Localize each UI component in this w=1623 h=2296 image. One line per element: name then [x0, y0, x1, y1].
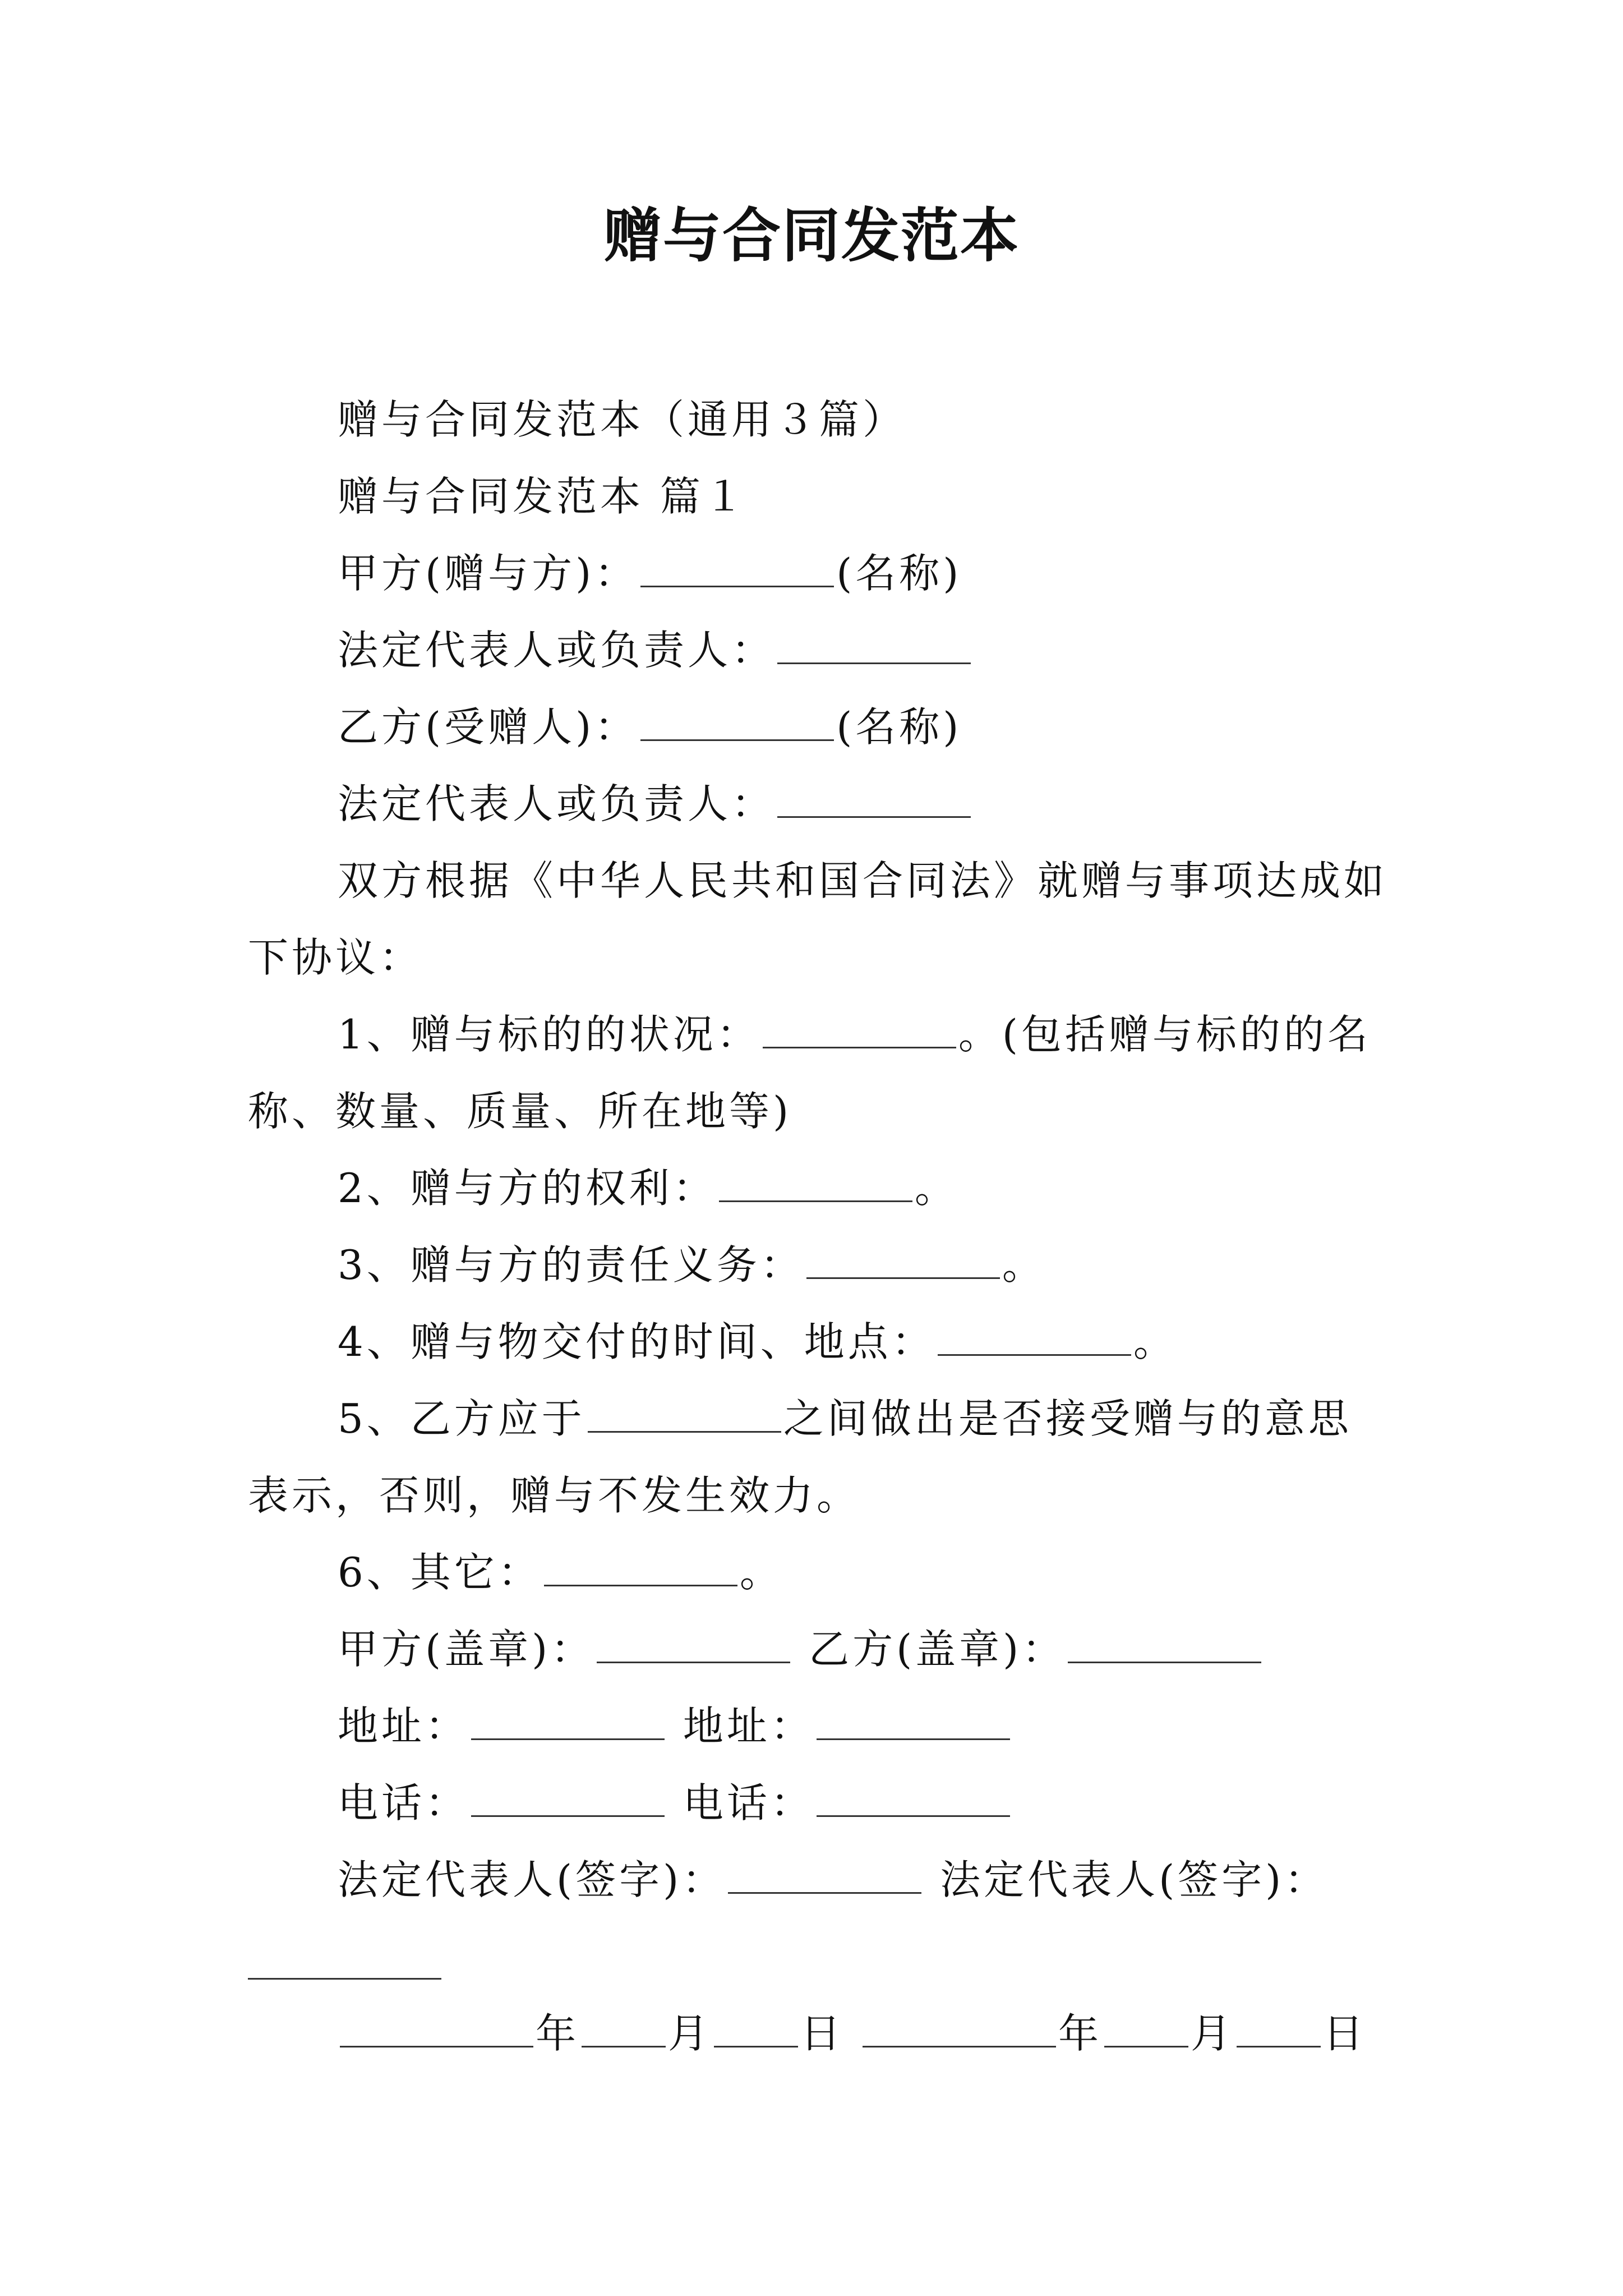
address-a-label: 地址：: [338, 1703, 469, 1750]
seal-b-label: 乙方(盖章)：: [809, 1626, 1066, 1673]
date-b-day-blank: [1237, 2009, 1321, 2047]
party-a-name-blank: [640, 549, 834, 587]
clause-2-blank: [719, 1163, 912, 1202]
clause-3-suffix: 。: [1002, 1241, 1046, 1289]
date-b-month-label: 月: [1190, 2010, 1234, 2057]
document-title: 赠与合同发范本: [603, 201, 1020, 270]
clause-6: [248, 1534, 1392, 1611]
clause-5-suffix: 之间做出是否接受赠与的意思表示，否则，赠与不发生效力。: [248, 1395, 1352, 1519]
address-b-label: 地址：: [683, 1703, 814, 1750]
clause-5-blank: [588, 1394, 781, 1433]
date-a-year-label: 年: [536, 2010, 580, 2057]
clause-6-suffix: 。: [739, 1549, 783, 1596]
date-a-day-blank: [714, 2009, 798, 2047]
clause-3: [248, 1227, 1392, 1304]
clause-1-prefix: 1、赠与标的的状况：: [338, 1011, 760, 1058]
clause-1: [248, 996, 1392, 1150]
party-a-line: [248, 535, 1392, 612]
clause-3-blank: [806, 1240, 1000, 1279]
party-b-rep-line: [248, 766, 1392, 843]
date-a-month-label: 月: [668, 2010, 712, 2057]
seal-a-blank: [597, 1625, 790, 1663]
date-b-month-blank: [1104, 2009, 1188, 2047]
party-a-rep-blank: [777, 625, 971, 664]
clause-4-blank: [938, 1317, 1131, 1356]
legal-rep-b-label: 法定代表人(签字)：: [940, 1856, 1329, 1903]
clause-6-prefix: 6、其它：: [338, 1549, 542, 1596]
party-b-rep-blank: [777, 779, 971, 818]
legal-rep-b-continuation: [248, 1918, 1392, 1995]
party-a-suffix: (名称): [836, 550, 962, 597]
phone-line: [248, 1765, 1392, 1842]
seal-b-blank: [1068, 1625, 1261, 1663]
seal-line: [248, 1611, 1392, 1688]
date-b-day-label: 日: [1322, 2010, 1367, 2057]
seal-a-label: 甲方(盖章)：: [338, 1626, 595, 1673]
party-b-suffix: (名称): [836, 703, 962, 751]
clause-4-prefix: 4、赠与物交付的时间、地点：: [338, 1318, 935, 1365]
address-a-blank: [471, 1701, 665, 1740]
clause-3-prefix: 3、赠与方的责任义务：: [338, 1241, 804, 1289]
date-b-year-blank: [863, 2009, 1056, 2047]
party-b-name-blank: [640, 702, 834, 741]
party-b-label: 乙方(受赠人)：: [338, 703, 639, 751]
clause-5-prefix: 5、乙方应于: [338, 1395, 585, 1442]
clause-1-suffix: 。(包括赠与标的的名称、数量、质量、所在地等): [248, 1011, 1371, 1135]
party-a-rep-line: [248, 612, 1392, 689]
document-subtitle: 赠与合同发范本（通用３篇）: [338, 396, 907, 443]
date-a-day-label: 日: [800, 2010, 845, 2057]
date-a-month-blank: [582, 2009, 666, 2047]
document-body: [248, 381, 1392, 2072]
date-line: [248, 1995, 1392, 2072]
clause-5: [248, 1381, 1392, 1534]
clause-1-blank: [763, 1010, 956, 1048]
clause-4-suffix: 。: [1133, 1318, 1177, 1365]
phone-a-blank: [471, 1778, 665, 1817]
clause-6-blank: [544, 1548, 737, 1586]
date-a-year-blank: [340, 2009, 533, 2047]
address-b-blank: [817, 1701, 1010, 1740]
clause-2-prefix: 2、赠与方的权利：: [338, 1165, 717, 1212]
legal-rep-a-blank: [728, 1855, 921, 1894]
section-heading: 赠与合同发范本 篇１: [338, 473, 748, 520]
party-b-line: [248, 689, 1392, 766]
phone-b-blank: [817, 1778, 1010, 1817]
legal-rep-line: [248, 1842, 1392, 1918]
date-b-year-label: 年: [1058, 2010, 1102, 2057]
legal-rep-a-label: 法定代表人(签字)：: [338, 1856, 726, 1903]
party-a-label: 甲方(赠与方)：: [338, 550, 639, 597]
phone-b-label: 电话：: [683, 1779, 814, 1826]
party-a-rep-label: 法定代表人或负责人：: [338, 627, 776, 674]
clause-4: [248, 1304, 1392, 1381]
phone-a-label: 电话：: [338, 1779, 469, 1826]
clause-2-suffix: 。: [914, 1165, 958, 1212]
agreement-intro: 双方根据《中华人民共和国合同法》就赠与事项达成如下协议：: [248, 857, 1388, 981]
legal-rep-b-blank: [248, 1941, 441, 1980]
address-line: [248, 1688, 1392, 1765]
clause-2: [248, 1150, 1392, 1227]
party-b-rep-label: 法定代表人或负责人：: [338, 780, 776, 827]
